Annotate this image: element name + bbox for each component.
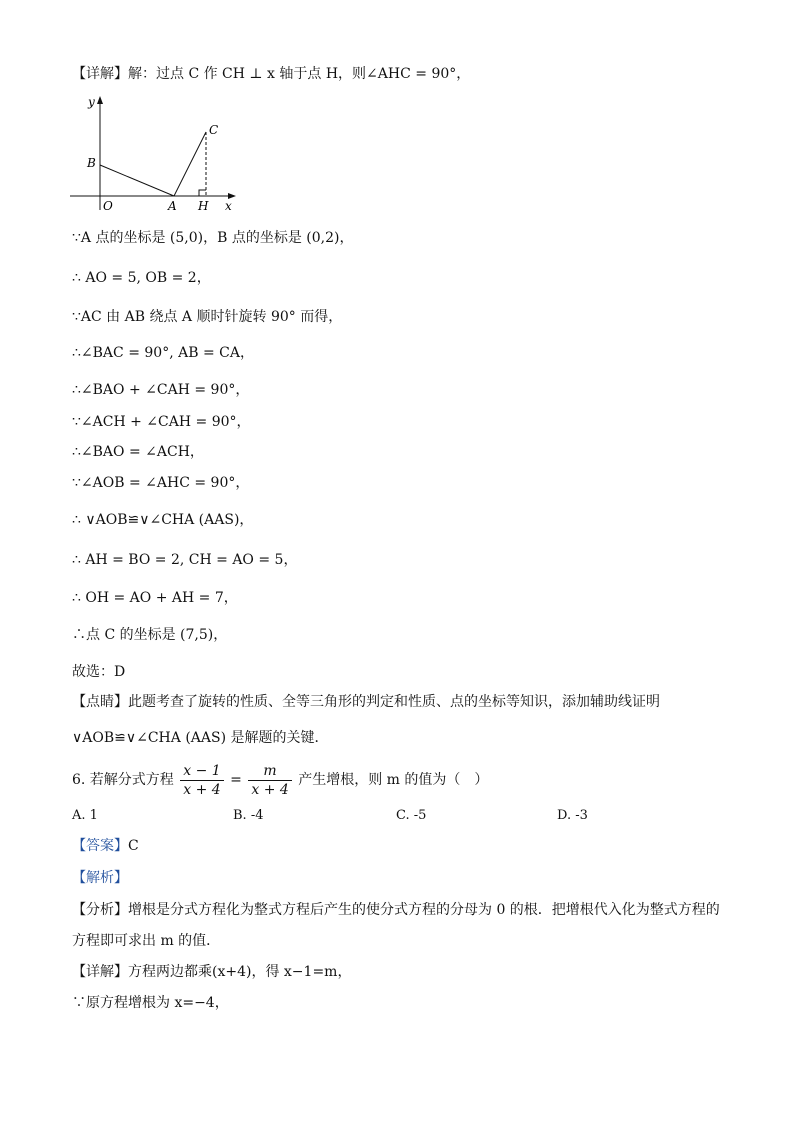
detail-line-2: ∵原方程增根为 x=−4， bbox=[72, 995, 229, 1011]
label-o: O bbox=[103, 199, 113, 213]
solution-line: ∴ ∨AOB≌∨∠CHA (AAS)， bbox=[72, 512, 254, 528]
question-6 bbox=[72, 760, 488, 800]
question-6-suffix: 产生增根，则 m 的值为（ ） bbox=[298, 772, 489, 788]
label-b: B bbox=[87, 156, 96, 170]
solution-line: ∴∠BAO + ∠CAH = 90°， bbox=[72, 382, 250, 398]
segment-ba bbox=[100, 165, 174, 196]
y-axis-arrow bbox=[97, 96, 103, 104]
choice-line: 故选：D bbox=[72, 664, 126, 680]
label-c: C bbox=[209, 123, 219, 137]
option-b: B. -4 bbox=[233, 808, 264, 823]
solution-line: ∴∠BAO = ∠ACH， bbox=[72, 444, 204, 460]
label-y: y bbox=[88, 95, 95, 109]
comment-line: ∨AOB≌∨∠CHA (AAS) 是解题的关键． bbox=[72, 730, 329, 746]
solution-line: ∵AC 由 AB 绕点 A 顺时针旋转 90° 而得， bbox=[72, 309, 343, 325]
answer-line bbox=[72, 836, 139, 856]
fraction-left-numerator: x − 1 bbox=[180, 762, 223, 781]
label-a: A bbox=[168, 199, 177, 213]
solution-line: ∴ AO = 5, OB = 2， bbox=[72, 270, 211, 286]
option-c: C. -5 bbox=[396, 808, 427, 823]
question-6-prefix: 6. 若解分式方程 bbox=[72, 772, 174, 788]
answer-value: C bbox=[128, 838, 139, 854]
detail-heading-line: 【详解】解：过点 C 作 CH ⊥ x 轴于点 H，则∠AHC = 90°， bbox=[72, 66, 471, 82]
option-d: D. -3 bbox=[557, 808, 588, 823]
label-x: x bbox=[225, 199, 232, 213]
answer-tag: 【答案】 bbox=[72, 838, 128, 854]
label-h: H bbox=[198, 199, 209, 213]
comment-line: 【点睛】此题考查了旋转的性质、全等三角形的判定和性质、点的坐标等知识，添加辅助线证明 bbox=[72, 694, 660, 710]
solution-line: ∴ OH = AO + AH = 7， bbox=[72, 590, 238, 606]
option-a: A. 1 bbox=[72, 808, 98, 823]
segment-ac bbox=[174, 132, 206, 196]
right-angle-mark bbox=[199, 190, 206, 196]
fraction-left-denominator: x + 4 bbox=[183, 781, 221, 798]
solution-line: ∴∠BAC = 90°, AB = CA， bbox=[72, 345, 254, 361]
equals-sign: = bbox=[230, 772, 242, 788]
solution-line: ∵A 点的坐标是 (5,0)，B 点的坐标是 (0,2)， bbox=[72, 230, 354, 246]
fraction-left bbox=[180, 762, 223, 799]
solution-line: ∴ AH = BO = 2, CH = AO = 5， bbox=[72, 552, 298, 568]
coordinate-figure bbox=[70, 92, 250, 217]
detail-line-1: 【详解】方程两边都乘(x+4)，得 x−1=m， bbox=[72, 964, 352, 980]
solution-line: ∵∠ACH + ∠CAH = 90°， bbox=[72, 414, 251, 430]
solution-line: ∴点 C 的坐标是 (7,5)， bbox=[72, 627, 228, 643]
solution-line: ∵∠AOB = ∠AHC = 90°， bbox=[72, 475, 250, 491]
fraction-right-numerator: m bbox=[248, 762, 291, 781]
analysis-line-2: 方程即可求出 m 的值． bbox=[72, 933, 221, 949]
fraction-right-denominator: x + 4 bbox=[251, 781, 289, 798]
fraction-right bbox=[248, 762, 291, 799]
jiexi-tag: 【解析】 bbox=[72, 870, 128, 886]
analysis-line-1: 【分析】增根是分式方程化为整式方程后产生的使分式方程的分母为 0 的根．把增根代入化为整式方程的 bbox=[72, 902, 720, 918]
